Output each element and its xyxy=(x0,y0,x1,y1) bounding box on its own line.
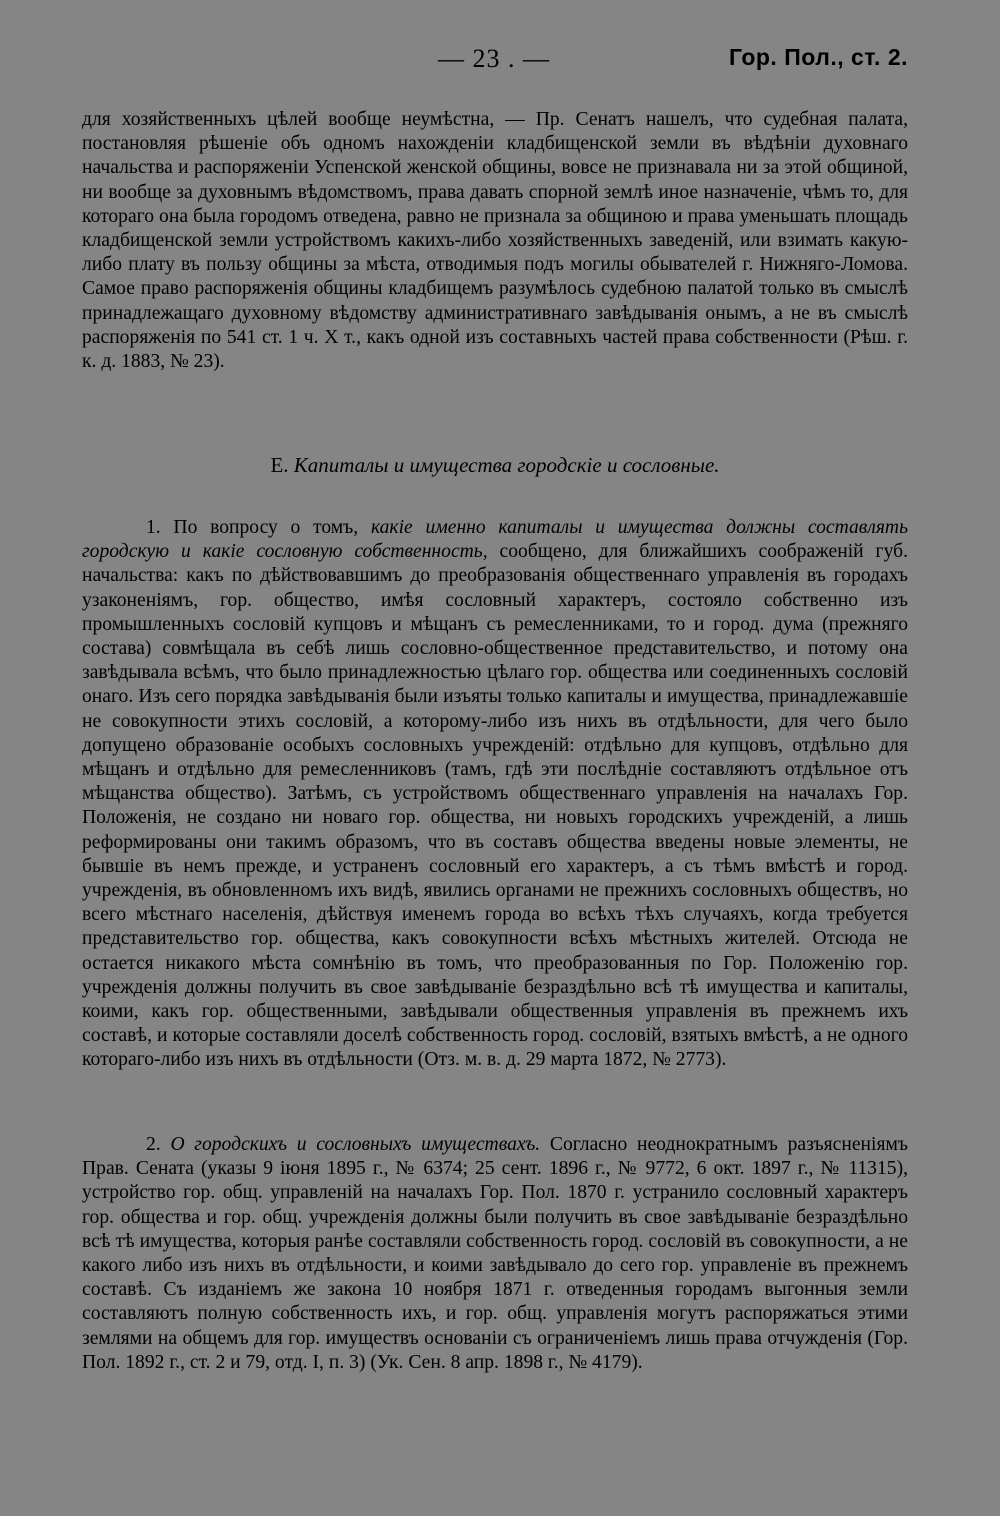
paragraph-italic-topic: какіе именно капиталы и имущества должны составлять городскую и какіе сословную собственность, xyxy=(82,517,908,563)
paragraph-text: для хозяйственныхъ цѣлей вообще неумѣстна, — Пр. Сенатъ нашелъ, что судебная палата, постановляя рѣшеніе объ одномъ нахожденіи кладбищенской земли въ вѣдѣніи духовнаго начальства и распоряженіи Успенской женской общины, вовсе не признавала ни за этой общиной, ни вообще за духовнымъ вѣдомствомъ, права давать спорной землѣ иное назначеніе, чѣмъ то, для котораго она была городомъ отведена, равно не признала за общиною и права уменьшать площадь кладбищенской земли устройствомъ какихъ-либо хозяйственныхъ заведеній, или взимать какую-либо плату въ пользу общины за мѣста, отводимыя подъ могилы обывателей г. Нижняго-Ломова. Самое право распоряженія общины кладбищемъ разумѣлось судебною палатой только въ смыслѣ принадлежащаго духовному вѣдомству административнаго завѣдыванія онымъ, а не въ смыслѣ распоряженія по 541 ст. 1 ч. X т., какъ одной изъ составныхъ частей права собственности (Рѣш. г. к. д. 1883, № 23). xyxy=(82,109,908,373)
section-letter: Е. xyxy=(270,453,289,477)
paragraph-continuation xyxy=(82,108,908,374)
paragraph-italic-topic: О городскихъ и сословныхъ имуществахъ. xyxy=(170,1134,541,1155)
paragraph-text: сообщено, для ближайшихъ соображеній губ. начальства: какъ по дѣйствовавшимъ до преобразованія общественнаго управленія въ городахъ узаконеніямъ, гор. общество, имѣя сословный характеръ, состояло собственно изъ промышленныхъ сословій купцовъ и мѣщанъ съ ремесленниками, то и город. дума (прежняго состава) совмѣщала въ себѣ лишь сословно-общественное представительство, и потому она завѣдывала всѣмъ, что было принадлежностью цѣлаго гор. общества или соединенныхъ сословій онаго. Изъ сего порядка завѣдыванія были изъяты только капиталы и имущества, принадлежавшіе не совокупности этихъ сословій, а которому-либо изъ нихъ въ отдѣльности, для чего было допущено образованіе особыхъ сословныхъ учрежденій: отдѣльно для купцовъ, отдѣльно для мѣщанъ и отдѣльно для ремесленниковъ (тамъ, гдѣ эти послѣдніе составляютъ отдѣльное отъ мѣщанства общество). Затѣмъ, съ устройствомъ общественнаго управленія на началахъ Гор. Положенія, не создано ни новаго гор. общества, ни новыхъ городскихъ учрежденій, а лишь реформированы они такимъ образомъ, что въ составъ общества введены новые элементы, не бывшіе въ немъ прежде, и устраненъ сословный его характеръ, а съ тѣмъ вмѣстѣ и город. учрежденія, въ обновленномъ ихъ видѣ, явились органами не прежнихъ сословныхъ обществъ, но всего мѣстнаго населенія, дѣйствуя именемъ города во всѣхъ тѣхъ случаяхъ, когда требуется представительство гор. общества, какъ совокупности всѣхъ мѣстныхъ жителей. Отсюда не остается никакого мѣста сомнѣнію въ томъ, что преобразованныя по Гор. Положенію гор. учрежденія должны получить въ свое завѣдываніе безраздѣльно всѣ тѣ имущества и капиталы, коими, какъ гор. общественными, завѣдывали общественныя управленія въ прежнемъ ихъ составѣ, и которые составляли доселѣ собственность город. сословій, взятыхъ вмѣстѣ, а не одного котораго-либо изъ нихъ въ отдѣльности (Отз. м. в. д. 29 марта 1872, № 2773). xyxy=(82,541,909,1071)
paragraph-2 xyxy=(82,1133,908,1375)
running-head: Гор. Пол., ст. 2. xyxy=(728,44,908,70)
paragraph-1 xyxy=(82,516,908,1073)
paragraph-number: 2. xyxy=(146,1134,161,1155)
page-number: — 23 . — xyxy=(438,44,550,73)
page-header xyxy=(0,42,1000,82)
paragraph-number: 1. По вопросу о томъ, xyxy=(146,517,359,538)
section-heading xyxy=(82,452,908,478)
paragraph-text: Согласно неоднократнымъ разъясненіямъ Прав. Сената (указы 9 іюня 1895 г., № 6374; 25 сент. 1896 г., № 9772, 6 окт. 1897 г., № 11315), устройство гор. общ. управленій на началахъ Гор. Пол. 1870 г. устранило сословный характеръ гор. общества и гор. общ. учрежденія должны были получить въ свое завѣдываніе безраздѣльно всѣ тѣ имущества, которыя ранѣе составляли собственность город. сословій въ совокупности, а не какого либо изъ нихъ въ отдѣльности, и коими завѣдывало до сего гор. управленіе въ прежнемъ составѣ. Съ изданіемъ же закона 10 ноября 1871 г. отведенныя городамъ выгонныя земли составляютъ полную собственность ихъ, и гор. общ. управленія могутъ распоряжаться этими землями на общемъ для гор. имуществъ основаніи съ ограниченіемъ лишь права отчужденія (Гор. Пол. 1892 г., ст. 2 и 79, отд. I, п. 3) (Ук. Сен. 8 апр. 1898 г., № 4179). xyxy=(82,1134,909,1373)
section-title: Капиталы и имущества городскіе и сословные. xyxy=(293,453,720,477)
